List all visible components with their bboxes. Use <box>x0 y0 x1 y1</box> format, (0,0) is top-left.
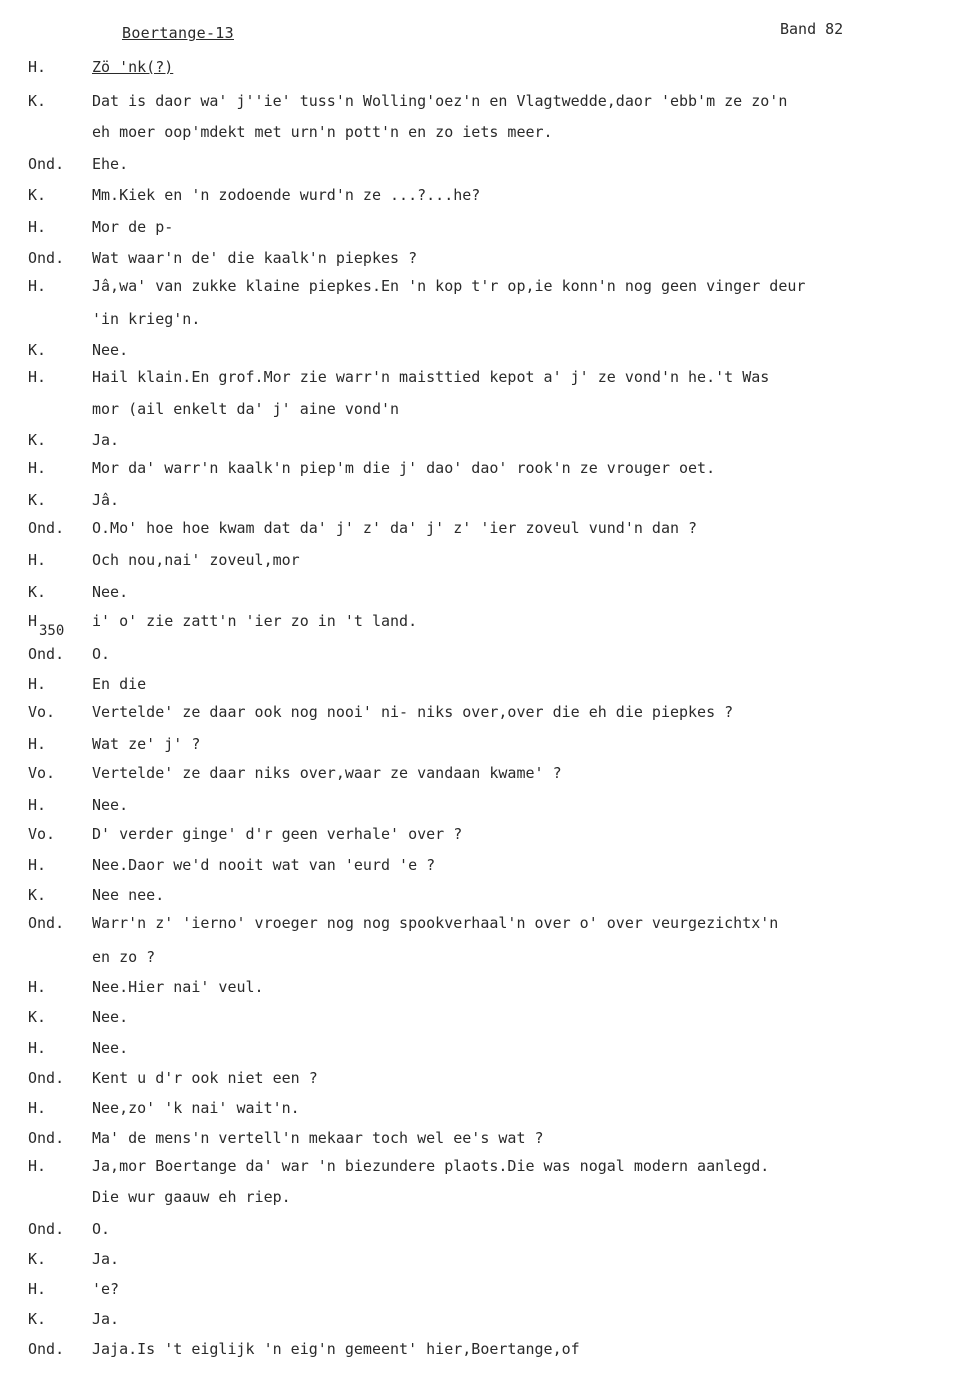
utterance-text: i' o' zie zatt'n 'ier zo in 't land. <box>92 612 418 630</box>
transcript-line <box>0 1280 979 1304</box>
transcript-line <box>0 186 979 210</box>
transcript-line <box>0 764 979 788</box>
speaker-label: Vo. <box>28 703 56 721</box>
utterance-text: Mor da' warr'n kaalk'n piep'm die j' dao' dao' rook'n ze vrouger oet. <box>92 459 716 477</box>
transcript-line <box>0 92 979 116</box>
transcript-line <box>0 58 979 82</box>
transcript-line <box>0 459 979 483</box>
transcript-line <box>0 1157 979 1181</box>
transcript-line <box>0 341 979 365</box>
transcript-line <box>0 612 979 639</box>
transcript-line <box>0 645 979 669</box>
utterance-text: Ja. <box>92 1250 120 1268</box>
speaker-label: K. <box>28 886 47 904</box>
utterance-text: Nee,zo' 'k nai' wait'n. <box>92 1099 300 1117</box>
utterance-text: Wat waar'n de' die kaalk'n piepkes ? <box>92 249 418 267</box>
transcript-line <box>0 703 979 727</box>
transcript-line <box>0 400 979 424</box>
transcript-line <box>0 735 979 759</box>
utterance-text: eh moer oop'mdekt met urn'n pott'n en zo iets meer. <box>92 123 553 141</box>
transcript-line <box>0 368 979 392</box>
transcript-line <box>0 1129 979 1153</box>
speaker-label: Ond. <box>28 645 65 663</box>
transcript-line <box>0 277 979 301</box>
speaker-label: Ond. <box>28 249 65 267</box>
utterance-text: O.Mo' hoe hoe kwam dat da' j' z' da' j' z' 'ier zoveul vund'n dan ? <box>92 519 698 537</box>
utterance-text: Mm.Kiek en 'n zodoende wurd'n ze ...?...he? <box>92 186 481 204</box>
speaker-label: H. <box>28 978 47 996</box>
transcript-line <box>0 249 979 273</box>
utterance-text: Vertelde' ze daar niks over,waar ze vandaan kwame' ? <box>92 764 562 782</box>
speaker-label: H <box>28 612 38 630</box>
utterance-text: O. <box>92 645 111 663</box>
speaker-label: K. <box>28 491 47 509</box>
transcript-line <box>0 914 979 938</box>
speaker-label: Vo. <box>28 764 56 782</box>
speaker-label: H. <box>28 856 47 874</box>
utterance-text: en zo ? <box>92 948 156 966</box>
utterance-text: Ja,mor Boertange da' war 'n biezundere plaots.Die was nogal modern aanlegd. <box>92 1157 770 1175</box>
utterance-text: O. <box>92 1220 111 1238</box>
transcript-line <box>0 1188 979 1212</box>
speaker-label: K. <box>28 431 47 449</box>
speaker-label: H. <box>28 1280 47 1298</box>
utterance-text: Ja. <box>92 431 120 449</box>
speaker-label: Ond. <box>28 155 65 173</box>
counter-mark: 350 <box>39 623 65 639</box>
utterance-text: Kent u d'r ook niet een ? <box>92 1069 318 1087</box>
utterance-text: 'in krieg'n. <box>92 310 201 328</box>
transcript-line <box>0 431 979 455</box>
transcript-line <box>0 155 979 179</box>
speaker-label: H. <box>28 58 47 76</box>
speaker-label: H. <box>28 277 47 295</box>
transcript-line <box>0 886 979 910</box>
speaker-label: H. <box>28 551 47 569</box>
transcript-line <box>0 123 979 147</box>
transcript-line <box>0 583 979 607</box>
speaker-label: K. <box>28 341 47 359</box>
utterance-text: Hail klain.En grof.Mor zie warr'n maisttied kepot a' j' ze vond'n he.'t Was <box>92 368 770 386</box>
utterance-text: Vertelde' ze daar ook nog nooi' ni- niks over,over die eh die piepkes ? <box>92 703 734 721</box>
transcript-line <box>0 825 979 849</box>
speaker-label: K. <box>28 1008 47 1026</box>
utterance-text: mor (ail enkelt da' j' aine vond'n <box>92 400 400 418</box>
speaker-label: H. <box>28 1099 47 1117</box>
utterance-text: Ehe. <box>92 155 129 173</box>
transcript-line <box>0 551 979 575</box>
utterance-text: Mor de p- <box>92 218 174 236</box>
transcript-line <box>0 1340 979 1364</box>
transcript-line <box>0 796 979 820</box>
utterance-text: Ma' de mens'n vertell'n mekaar toch wel ee's wat ? <box>92 1129 544 1147</box>
transcript-line <box>0 978 979 1002</box>
utterance-text: Nee. <box>92 796 129 814</box>
speaker-label: Ond. <box>28 1129 65 1147</box>
transcript-line <box>0 310 979 334</box>
speaker-label: H. <box>28 1039 47 1057</box>
utterance-text: Jâ. <box>92 491 120 509</box>
transcript-line <box>0 1039 979 1063</box>
utterance-text: Jaja.Is 't eiglijk 'n eig'n gemeent' hier,Boertange,of <box>92 1340 580 1358</box>
utterance-text: Dat is daor wa' j''ie' tuss'n Wolling'oez'n en Vlagtwedde,daor 'ebb'm ze zo'n <box>92 92 788 110</box>
transcript-line <box>0 519 979 543</box>
transcript-line <box>0 1310 979 1334</box>
transcript-line <box>0 856 979 880</box>
utterance-text: Nee. <box>92 1039 129 1057</box>
speaker-label: K. <box>28 1250 47 1268</box>
utterance-text: Nee. <box>92 1008 129 1026</box>
speaker-label: H. <box>28 1157 47 1175</box>
transcript-line <box>0 491 979 515</box>
transcript-line <box>0 218 979 242</box>
utterance-text: Jâ,wa' van zukke klaine piepkes.En 'n kop t'r op,ie konn'n nog geen vinger deur <box>92 277 806 295</box>
speaker-label: Ond. <box>28 1069 65 1087</box>
transcript-line <box>0 1099 979 1123</box>
speaker-label: Vo. <box>28 825 56 843</box>
speaker-label: K. <box>28 583 47 601</box>
utterance-text: Die wur gaauw eh riep. <box>92 1188 291 1206</box>
utterance-text: Och nou,nai' zoveul,mor <box>92 551 300 569</box>
utterance-text: 'e? <box>92 1280 120 1298</box>
speaker-label: Ond. <box>28 914 65 932</box>
speaker-label: Ond. <box>28 519 65 537</box>
speaker-label: K. <box>28 186 47 204</box>
document-title: Boertange-13 <box>122 24 234 42</box>
transcript-line <box>0 948 979 972</box>
transcript-line <box>0 1250 979 1274</box>
speaker-label: H. <box>28 459 47 477</box>
transcript-line <box>0 675 979 699</box>
utterance-text: Nee.Hier nai' veul. <box>92 978 264 996</box>
speaker-label: K. <box>28 1310 47 1328</box>
utterance-text: D' verder ginge' d'r geen verhale' over ? <box>92 825 463 843</box>
speaker-label: H. <box>28 368 47 386</box>
transcript-line <box>0 1008 979 1032</box>
utterance-text: En die <box>92 675 147 693</box>
speaker-label: H. <box>28 675 47 693</box>
utterance-text: Nee. <box>92 583 129 601</box>
utterance-text: Warr'n z' 'ierno' vroeger nog nog spookverhaal'n over o' over veurgezichtx'n <box>92 914 779 932</box>
utterance-text: Wat ze' j' ? <box>92 735 201 753</box>
utterance-text: Nee. <box>92 341 129 359</box>
speaker-label: H. <box>28 218 47 236</box>
speaker-label: K. <box>28 92 47 110</box>
band-number: Band 82 <box>780 20 844 38</box>
speaker-label: Ond. <box>28 1340 65 1358</box>
utterance-text: Zö 'nk(?) <box>92 58 174 76</box>
utterance-text: Ja. <box>92 1310 120 1328</box>
utterance-text: Nee nee. <box>92 886 165 904</box>
speaker-label: Ond. <box>28 1220 65 1238</box>
transcript-line <box>0 1069 979 1093</box>
utterance-text: Nee.Daor we'd nooit wat van 'eurd 'e ? <box>92 856 436 874</box>
speaker-label: H. <box>28 796 47 814</box>
transcript-line <box>0 1220 979 1244</box>
speaker-label: H. <box>28 735 47 753</box>
